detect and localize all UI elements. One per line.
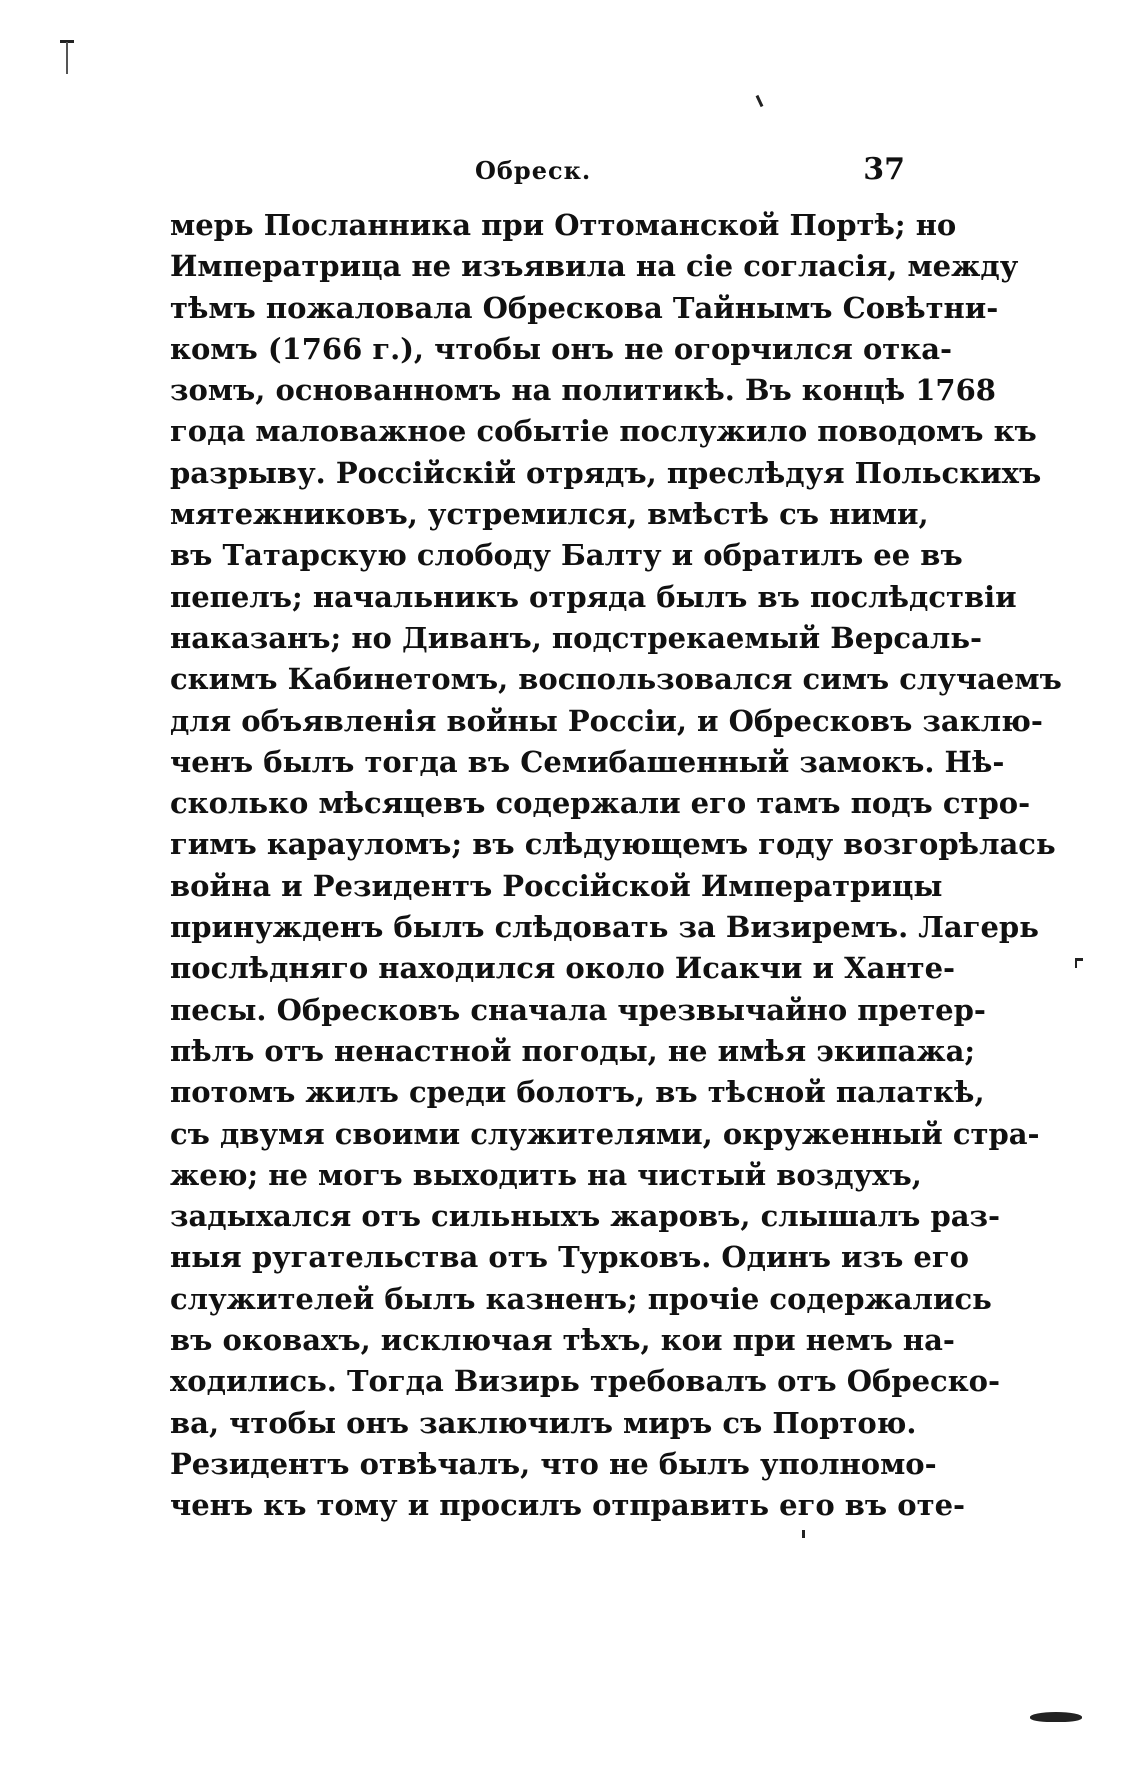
text-line: года маловажное событіе послужило поводомъ къ <box>170 414 1037 449</box>
page-number: 37 <box>863 152 905 187</box>
text-line: служителей былъ казненъ; прочіе содержались <box>170 1281 992 1316</box>
ink-smudge-top <box>756 95 764 107</box>
text-line: Императрица не изъявила на сіе согласія, между <box>170 249 1019 284</box>
text-line: зомъ, основанномъ на политикѣ. Въ концѣ 1768 <box>170 373 996 408</box>
text-line: гимъ карауломъ; въ слѣдующемъ году возгорѣлась <box>170 827 1056 862</box>
text-line: ва, чтобы онъ заключилъ миръ съ Портою. <box>170 1405 917 1440</box>
text-line: жею; не могъ выходить на чистый воздухъ, <box>170 1157 922 1192</box>
text-line: Резидентъ отвѣчалъ, что не былъ уполномо- <box>170 1446 937 1481</box>
text-line: съ двумя своими служителями, окруженный стра- <box>170 1116 1040 1151</box>
text-line: потомъ жилъ среди болотъ, въ тѣсной палаткѣ, <box>170 1075 985 1110</box>
text-line: песы. Обресковъ сначала чрезвычайно претер- <box>170 992 986 1027</box>
scan-edge-line <box>66 42 68 74</box>
ink-dot-bottom <box>802 1530 805 1538</box>
text-line: разрыву. Россійскій отрядъ, преслѣдуя Польскихъ <box>170 455 1042 490</box>
text-line: задыхался отъ сильныхъ жаровъ, слышалъ раз- <box>170 1199 1001 1234</box>
text-line: послѣдняго находился около Исакчи и Ханте- <box>170 951 956 986</box>
body-text <box>170 205 1062 1527</box>
text-line: принужденъ былъ слѣдовать за Визиремъ. Лагерь <box>170 910 1039 945</box>
ink-smudge-right-stem <box>1075 958 1077 968</box>
running-head: Обреск. <box>475 156 592 185</box>
text-line: скимъ Кабинетомъ, воспользовался симъ случаемъ <box>170 662 1062 697</box>
ink-blob-bottom <box>1030 1712 1082 1722</box>
page-header <box>170 152 905 196</box>
text-line: ченъ къ тому и просилъ отправить его въ оте- <box>170 1488 966 1523</box>
text-line: ходились. Тогда Визирь требовалъ отъ Обреско- <box>170 1364 1001 1399</box>
text-line: тѣмъ пожаловала Обрескова Тайнымъ Совѣтни- <box>170 290 999 325</box>
text-line: ныя ругательства отъ Турковъ. Одинъ изъ его <box>170 1240 969 1275</box>
text-line: сколько мѣсяцевъ содержали его тамъ подъ стро- <box>170 786 1031 821</box>
text-line: комъ (1766 г.), чтобы онъ не огорчился отка- <box>170 331 953 366</box>
text-line: пѣлъ отъ ненастной погоды, не имѣя экипажа; <box>170 1033 976 1068</box>
text-line: мятежниковъ, устремился, вмѣстѣ съ ними, <box>170 497 929 532</box>
text-line: пепелъ; начальникъ отряда былъ въ послѣдствіи <box>170 579 1017 614</box>
text-line: для объявленія войны Россіи, и Обресковъ заклю- <box>170 703 1043 738</box>
text-line: наказанъ; но Диванъ, подстрекаемый Версаль- <box>170 620 983 655</box>
text-line: война и Резидентъ Россійской Императрицы <box>170 868 943 903</box>
text-line: мерь Посланника при Оттоманской Портѣ; но <box>170 208 957 242</box>
text-line: въ оковахъ, исключая тѣхъ, кои при немъ на- <box>170 1323 955 1358</box>
text-line: ченъ былъ тогда въ Семибашенный замокъ. Нѣ- <box>170 744 1005 779</box>
text-line: въ Татарскую слободу Балту и обратилъ ее въ <box>170 538 963 573</box>
